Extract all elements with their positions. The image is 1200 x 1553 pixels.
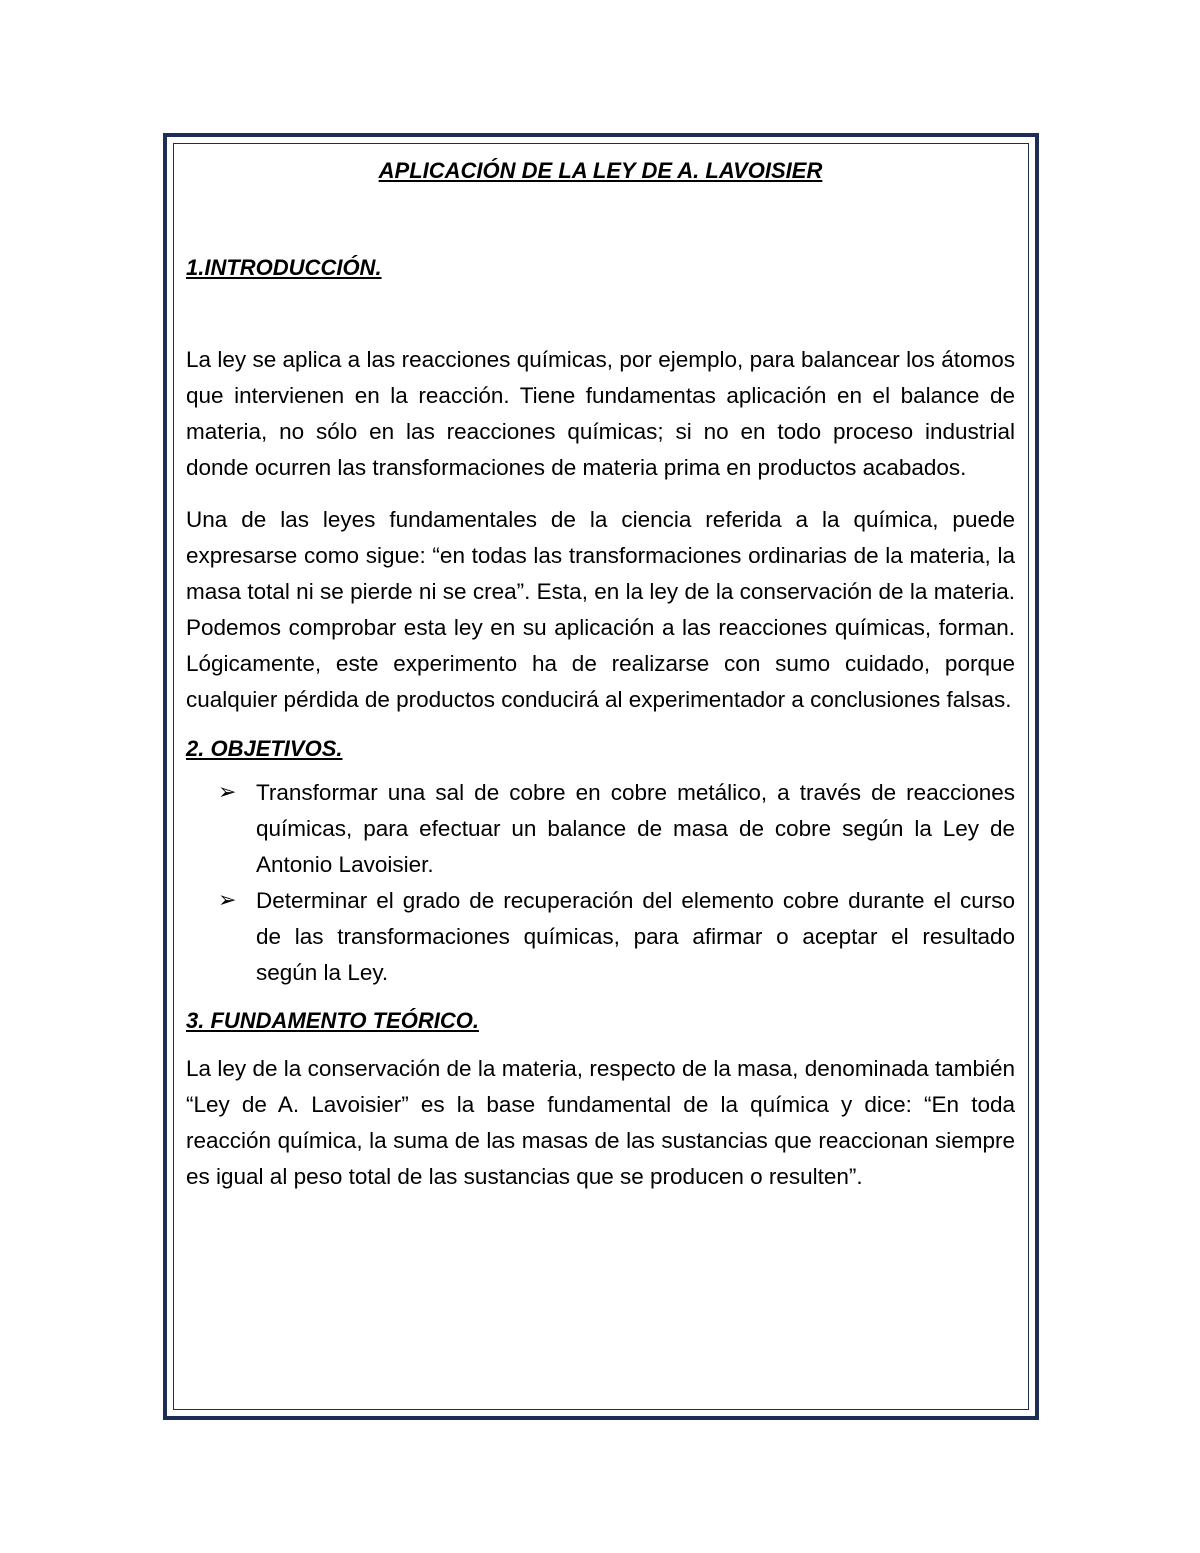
objective-text: Determinar el grado de recuperación del elemento cobre durante el curso de las transformaciones químicas, para afirmar o aceptar el resultado según la Ley. <box>256 888 1015 985</box>
objectives-list <box>186 775 1015 991</box>
list-item <box>186 883 1015 991</box>
document-body <box>186 155 1015 1195</box>
section-heading-objetivos: 2. OBJETIVOS. <box>186 736 343 761</box>
list-item <box>186 775 1015 883</box>
section-heading-introduccion: 1.INTRODUCCIÓN. <box>186 255 382 280</box>
section-heading-fundamento: 3. FUNDAMENTO TEÓRICO. <box>186 1008 479 1033</box>
fundamento-paragraph: La ley de la conservación de la materia, respecto de la masa, denominada también “Ley de A. Lavoisier” es la base fundamental de la química y dice: “En toda reacción química, la suma de las masas de las sustancias que reaccionan siempre es igual al peso total de las sustancias que se producen o resulten”. <box>186 1056 1015 1189</box>
arrow-bullet-icon: ➢ <box>218 780 237 805</box>
intro-paragraph-1: La ley se aplica a las reacciones químicas, por ejemplo, para balancear los átomos que intervienen en la reacción. Tiene fundamentas aplicación en el balance de materia, no sólo en las reacciones químicas; si no en todo proceso industrial donde ocurren las transformaciones de materia prima en productos acabados. <box>186 347 1015 480</box>
arrow-bullet-icon: ➢ <box>218 888 237 913</box>
document-title: APLICACIÓN DE LA LEY DE A. LAVOISIER <box>378 158 823 183</box>
intro-paragraph-2: Una de las leyes fundamentales de la ciencia referida a la química, puede expresarse como sigue: “en todas las transformaciones ordinarias de la materia, la masa total ni se pierde ni se crea”. Esta, en la ley de la conservación de la materia. Podemos comprobar esta ley en su aplicación a las reacciones químicas, forman. Lógicamente, este experimento ha de realizarse con sumo cuidado, porque cualquier pérdida de productos conducirá al experimentador a conclusiones falsas. <box>186 507 1015 712</box>
objective-text: Transformar una sal de cobre en cobre metálico, a través de reacciones químicas, para efectuar un balance de masa de cobre según la Ley de Antonio Lavoisier. <box>256 780 1015 877</box>
